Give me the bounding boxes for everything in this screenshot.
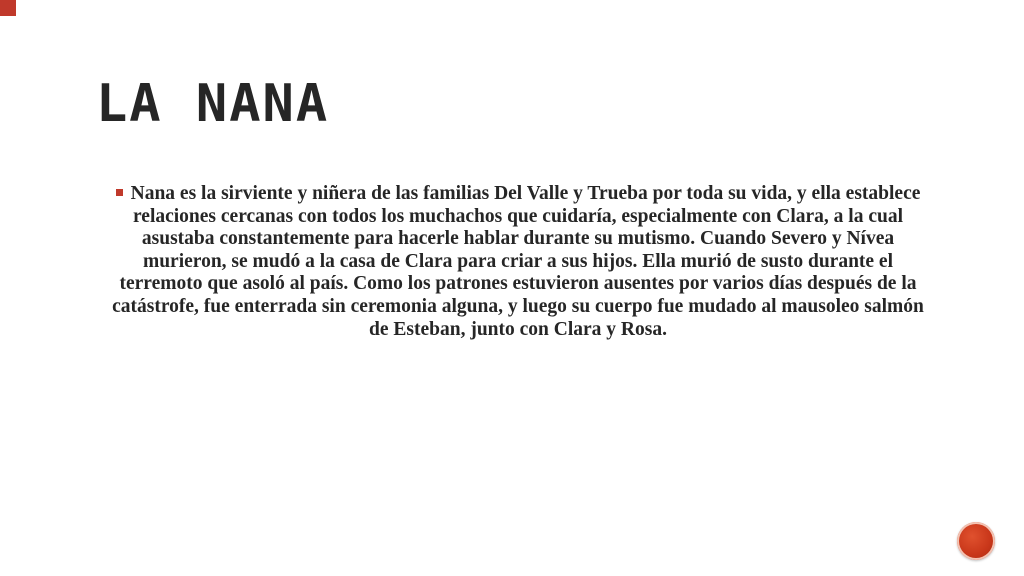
body-text: Nana es la sirviente y niñera de las familias Del Valle y Trueba por toda su vida, y ella establece relaciones cercanas con todos los muchachos que cuidaría, especialmente con Clara, a la cual asustaba constantemente para hacerle hablar durante su mutismo. Cuando Severo y Nívea murieron, se mudó a la casa de Clara para criar a sus hijos. Ella murió de susto durante el terremoto que asoló al país. Como los patrones estuvieron ausentes por varios días después de la catástrofe, fue enterrada sin ceremonia alguna, y luego su cuerpo fue mudado al mausoleo salmón de Esteban, junto con Clara y Rosa. (112, 183, 924, 340)
slide-title: LA NANA (96, 74, 330, 134)
page-number-badge (957, 522, 995, 560)
bullet-icon (116, 189, 123, 196)
slide-body (110, 183, 926, 341)
decorative-square (0, 0, 16, 16)
